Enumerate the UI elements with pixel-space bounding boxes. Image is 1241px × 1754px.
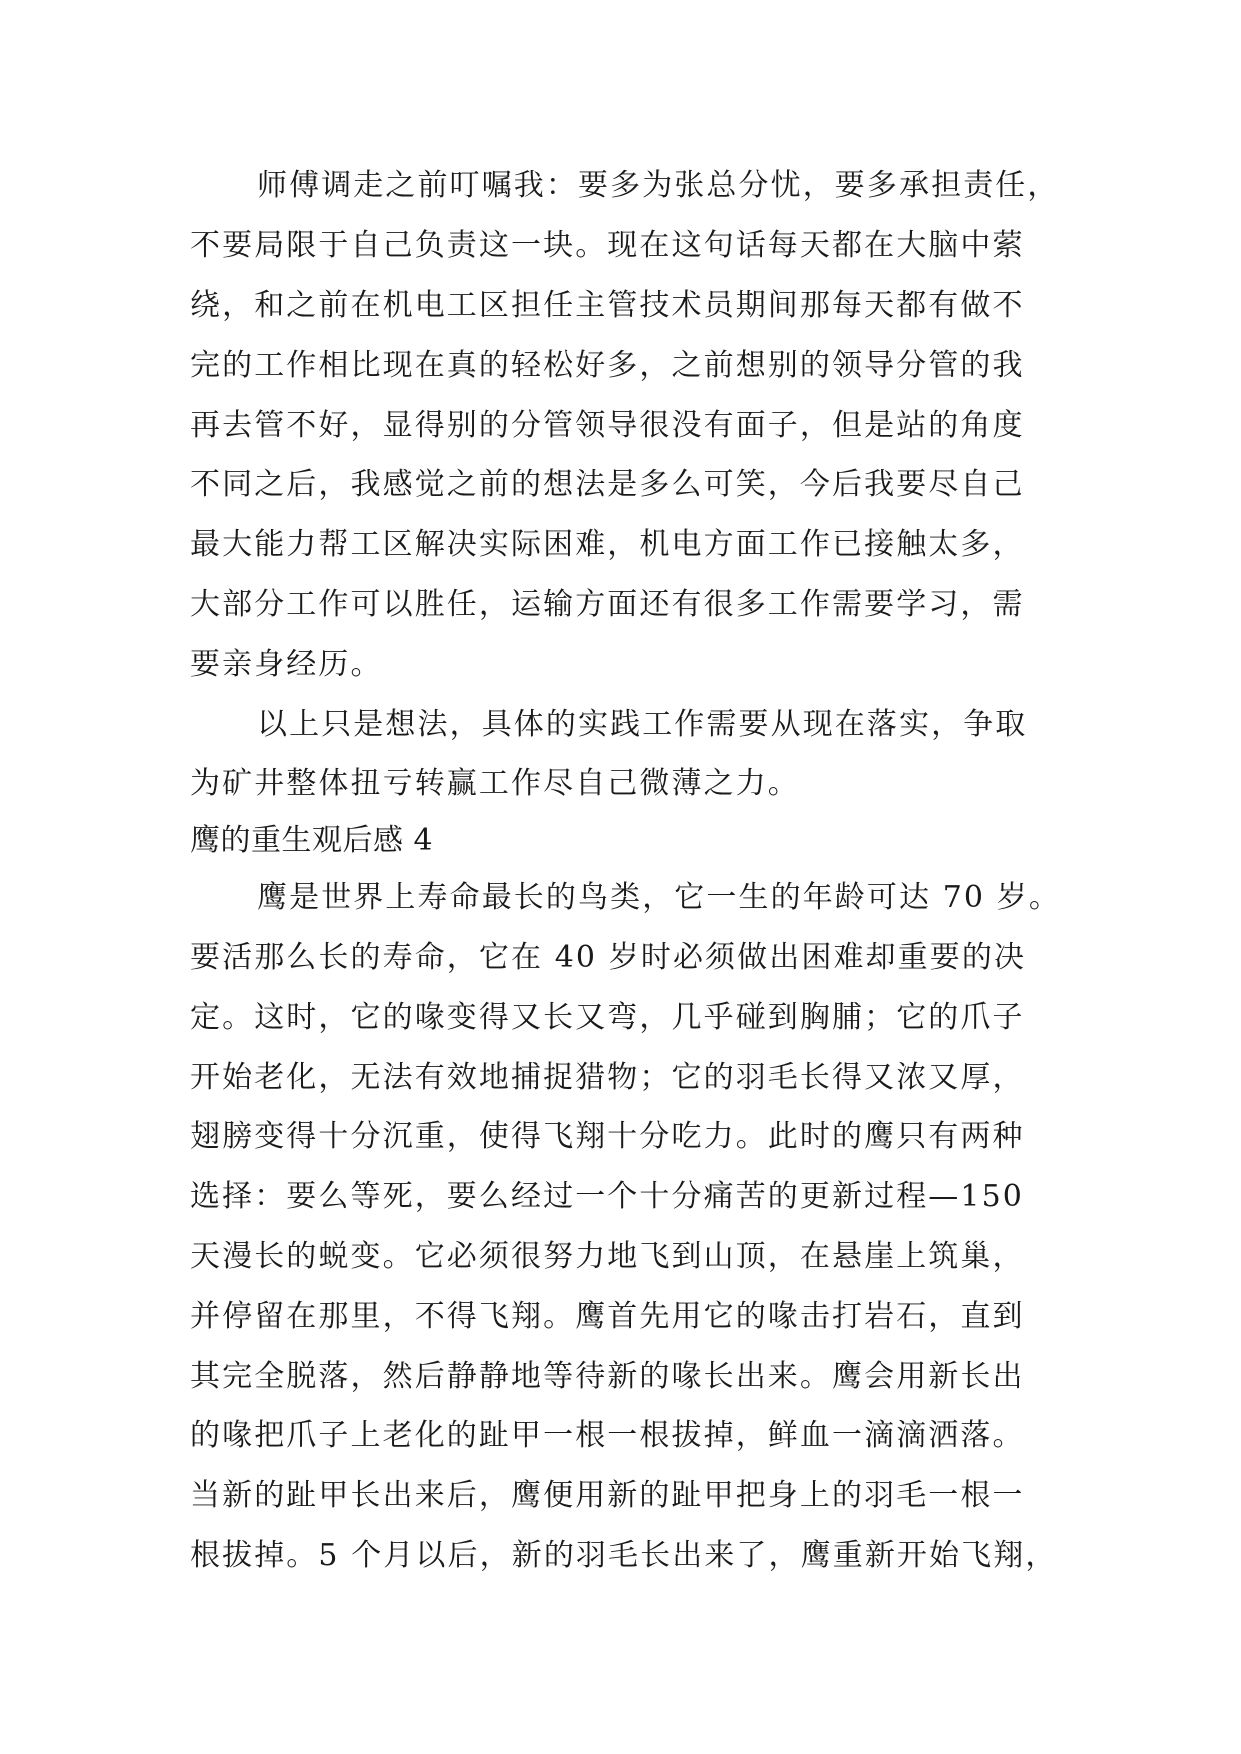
paragraph-line: 不同之后，我感觉之前的想法是多么可笑，今后我要尽自己: [190, 467, 1025, 502]
paragraph-line: 大部分工作可以胜任，运输方面还有很多工作需要学习，需: [190, 587, 1025, 622]
paragraph-line: 要亲身经历。: [190, 647, 383, 682]
paragraph-line: 根拔掉。5 个月以后，新的羽毛长出来了，鹰重新开始飞翔，: [190, 1538, 1058, 1573]
paragraph-line: 并停留在那里，不得飞翔。鹰首先用它的喙击打岩石，直到: [190, 1299, 1025, 1334]
paragraph-line: 选择：要么等死，要么经过一个十分痛苦的更新过程—150: [190, 1179, 1024, 1214]
paragraph-line: 再去管不好，显得别的分管领导很没有面子，但是站的角度: [190, 408, 1025, 443]
paragraph-line: 以上只是想法，具体的实践工作需要从现在落实，争取: [257, 707, 1028, 742]
paragraph-line: 开始老化，无法有效地捕捉猎物；它的羽毛长得又浓又厚，: [190, 1060, 1025, 1095]
paragraph-line: 翅膀变得十分沉重，使得飞翔十分吃力。此时的鹰只有两种: [190, 1119, 1025, 1154]
paragraph-line: 最大能力帮工区解决实际困难，机电方面工作已接触太多，: [190, 527, 1025, 562]
paragraph-line: 鹰是世界上寿命最长的鸟类，它一生的年龄可达 70 岁。: [257, 880, 1061, 915]
paragraph-line: 为矿井整体扭亏转赢工作尽自己微薄之力。: [190, 766, 800, 801]
paragraph-line: 完的工作相比现在真的轻松好多，之前想别的领导分管的我: [190, 348, 1025, 383]
paragraph-line: 其完全脱落，然后静静地等待新的喙长出来。鹰会用新长出: [190, 1359, 1025, 1394]
paragraph-line: 不要局限于自己负责这一块。现在这句话每天都在大脑中萦: [190, 228, 1025, 263]
section-heading: 鹰的重生观后感 4: [190, 823, 434, 858]
paragraph-line: 要活那么长的寿命，它在 40 岁时必须做出困难却重要的决: [190, 940, 1027, 975]
paragraph-line: 师傅调走之前叮嘱我：要多为张总分忧，要多承担责任，: [257, 168, 1060, 203]
paragraph-line: 绕，和之前在机电工区担任主管技术员期间那每天都有做不: [190, 288, 1025, 323]
paragraph-line: 当新的趾甲长出来后，鹰便用新的趾甲把身上的羽毛一根一: [190, 1478, 1025, 1513]
paragraph-line: 天漫长的蜕变。它必须很努力地飞到山顶，在悬崖上筑巢，: [190, 1239, 1025, 1274]
paragraph-line: 定。这时，它的喙变得又长又弯，几乎碰到胸脯；它的爪子: [190, 1000, 1025, 1035]
paragraph-line: 的喙把爪子上老化的趾甲一根一根拔掉，鲜血一滴滴洒落。: [190, 1418, 1025, 1453]
